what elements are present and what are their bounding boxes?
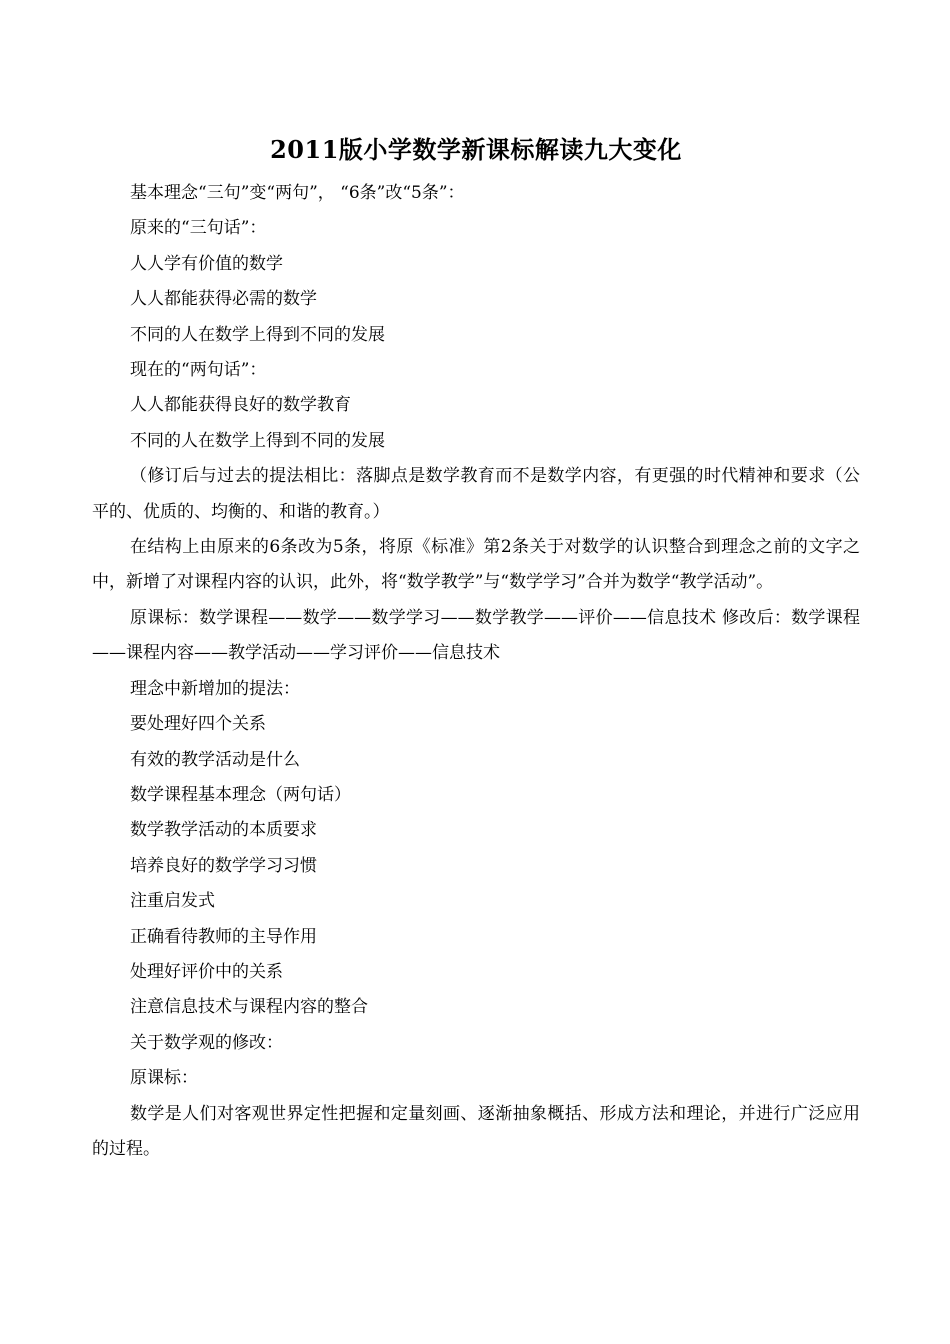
paragraph: 注意信息技术与课程内容的整合 <box>130 997 368 1018</box>
paragraph: 处理好评价中的关系 <box>130 961 283 982</box>
paragraph: 原课标：数学课程——数学——数学学习——数学教学——评价——信息技术 修改后：数学课程——课程内容——教学活动——学习评价——信息技术 <box>92 607 860 664</box>
paragraph: 不同的人在数学上得到不同的发展 <box>130 430 385 451</box>
paragraph: 人人学有价值的数学 <box>130 253 283 274</box>
paragraph: 关于数学观的修改： <box>130 1032 283 1053</box>
paragraph: 要处理好四个关系 <box>130 714 266 735</box>
paragraph: 原来的“三句话”： <box>130 218 267 239</box>
paragraph: 现在的“两句话”： <box>130 360 267 381</box>
paragraph: 培养良好的数学学习习惯 <box>130 855 317 876</box>
paragraph: 在结构上由原来的6条改为5条，将原《标准》第2条关于对数学的认识整合到理念之前的文字之中，新增了对课程内容的认识，此外，将“数学教学”与“数学学习”合并为数学“教学活动”。 <box>92 537 860 593</box>
document-page <box>92 126 860 1167</box>
paragraph: 人人都能获得必需的数学 <box>130 289 317 310</box>
paragraph: 注重启发式 <box>130 891 215 912</box>
paragraph: 原课标： <box>130 1068 198 1089</box>
paragraph: 基本理念“三句”变“两句”， “6条”改“5条”： <box>130 183 465 203</box>
paragraph: 数学教学活动的本质要求 <box>130 820 317 841</box>
paragraph: 理念中新增加的提法： <box>130 678 300 699</box>
paragraph: （修订后与过去的提法相比：落脚点是数学教育而不是数学内容，有更强的时代精神和要求（公平的、优质的、均衡的、和谐的教育。） <box>92 466 860 522</box>
paragraph: 人人都能获得良好的数学教育 <box>130 395 351 416</box>
paragraph: 有效的教学活动是什么 <box>130 749 300 770</box>
paragraph: 数学课程基本理念（两句话） <box>130 784 351 805</box>
paragraph: 数学是人们对客观世界定性把握和定量刻画、逐渐抽象概括、形成方法和理论，并进行广泛应用的过程。 <box>92 1103 860 1159</box>
paragraph: 正确看待教师的主导作用 <box>130 926 317 947</box>
document-title: 2011版小学数学新课标解读九大变化 <box>270 135 682 164</box>
paragraph: 不同的人在数学上得到不同的发展 <box>130 324 385 345</box>
